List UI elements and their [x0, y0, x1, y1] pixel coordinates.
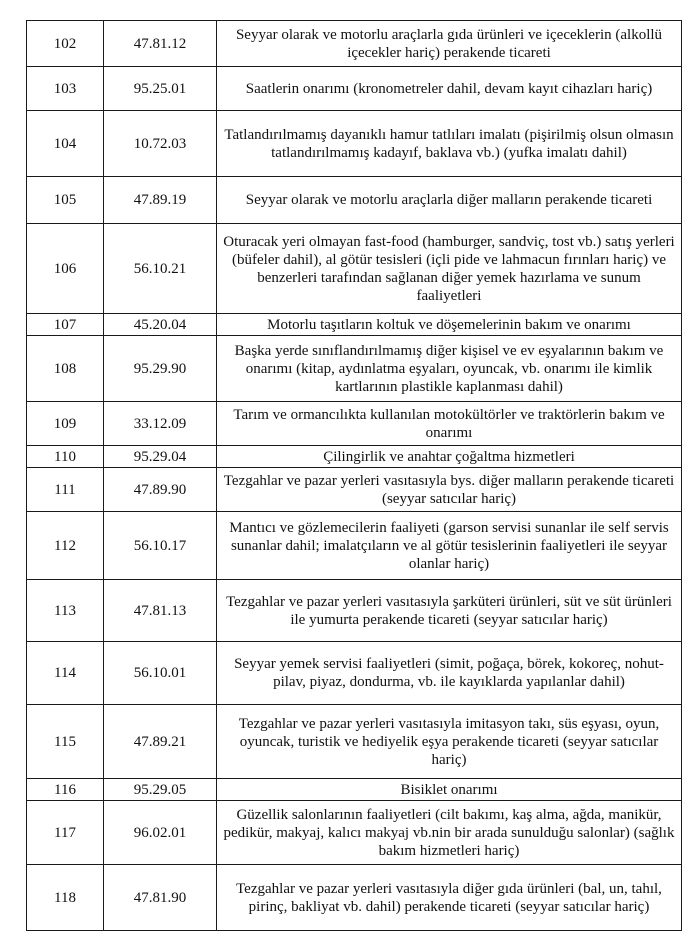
activity-code: 10.72.03 — [104, 111, 217, 177]
table-body — [27, 21, 682, 931]
activity-code-table — [26, 20, 682, 931]
table-row — [27, 336, 682, 402]
table-row — [27, 779, 682, 801]
activity-code: 56.10.21 — [104, 224, 217, 314]
row-number: 110 — [27, 446, 104, 468]
activity-code: 47.81.12 — [104, 21, 217, 67]
activity-code: 45.20.04 — [104, 314, 217, 336]
activity-description: Seyyar olarak ve motorlu araçlarla diğer malların perakende ticareti — [217, 177, 682, 224]
table-row — [27, 865, 682, 931]
row-number: 113 — [27, 580, 104, 642]
document-page — [26, 20, 682, 931]
table-row — [27, 446, 682, 468]
activity-description: Çilingirlik ve anahtar çoğaltma hizmetleri — [217, 446, 682, 468]
table-row — [27, 21, 682, 67]
activity-code: 33.12.09 — [104, 402, 217, 446]
activity-description: Başka yerde sınıflandırılmamış diğer kişisel ve ev eşyalarının bakım ve onarımı (kitap, aydınlatma eşyaları, oyuncak, vb. onarımı ile kimlik kartlarının plastikle kaplanması dahil) — [217, 336, 682, 402]
activity-code: 47.89.19 — [104, 177, 217, 224]
activity-code: 56.10.17 — [104, 512, 217, 580]
activity-description: Tezgahlar ve pazar yerleri vasıtasıyla imitasyon takı, süs eşyası, oyun, oyuncak, turistik ve hediyelik eşya perakende ticareti (seyyar satıcılar hariç) — [217, 705, 682, 779]
activity-description: Güzellik salonlarının faaliyetleri (cilt bakımı, kaş alma, ağda, manikür, pedikür, makyaj, kalıcı makyaj vb.nin bir arada sunulduğu salonlar) (sağlık bakım hizmetleri hariç) — [217, 801, 682, 865]
row-number: 107 — [27, 314, 104, 336]
row-number: 109 — [27, 402, 104, 446]
row-number: 103 — [27, 67, 104, 111]
row-number: 105 — [27, 177, 104, 224]
row-number: 106 — [27, 224, 104, 314]
row-number: 112 — [27, 512, 104, 580]
row-number: 108 — [27, 336, 104, 402]
row-number: 111 — [27, 468, 104, 512]
activity-code: 47.81.13 — [104, 580, 217, 642]
activity-code: 95.29.05 — [104, 779, 217, 801]
activity-code: 95.29.04 — [104, 446, 217, 468]
row-number: 118 — [27, 865, 104, 931]
row-number: 104 — [27, 111, 104, 177]
table-row — [27, 111, 682, 177]
row-number: 115 — [27, 705, 104, 779]
activity-code: 95.29.90 — [104, 336, 217, 402]
activity-code: 95.25.01 — [104, 67, 217, 111]
activity-code: 56.10.01 — [104, 642, 217, 705]
activity-description: Seyyar olarak ve motorlu araçlarla gıda ürünleri ve içeceklerin (alkollü içecekler hariç) perakende ticareti — [217, 21, 682, 67]
activity-description: Motorlu taşıtların koltuk ve döşemelerinin bakım ve onarımı — [217, 314, 682, 336]
table-row — [27, 177, 682, 224]
activity-description: Mantıcı ve gözlemecilerin faaliyeti (garson servisi sunanlar ile self servis sunanlar dahil; imalatçıların ve al götür tesislerinin faaliyetleri ile seyyar olanlar hariç) — [217, 512, 682, 580]
activity-code: 47.89.90 — [104, 468, 217, 512]
activity-code: 47.81.90 — [104, 865, 217, 931]
table-row — [27, 801, 682, 865]
activity-description: Tezgahlar ve pazar yerleri vasıtasıyla diğer gıda ürünleri (bal, un, tahıl, pirinç, bakliyat vb. dahil) perakende ticareti (seyyar satıcılar hariç) — [217, 865, 682, 931]
table-row — [27, 468, 682, 512]
table-row — [27, 224, 682, 314]
activity-description: Seyyar yemek servisi faaliyetleri (simit, poğaça, börek, kokoreç, nohut-pilav, piyaz, dondurma, vb. ile kayıklarda yapılanlar dahil) — [217, 642, 682, 705]
activity-description: Bisiklet onarımı — [217, 779, 682, 801]
table-row — [27, 512, 682, 580]
table-row — [27, 580, 682, 642]
table-row — [27, 705, 682, 779]
activity-code: 47.89.21 — [104, 705, 217, 779]
activity-description: Saatlerin onarımı (kronometreler dahil, devam kayıt cihazları hariç) — [217, 67, 682, 111]
activity-description: Tarım ve ormancılıkta kullanılan motokültörler ve traktörlerin bakım ve onarımı — [217, 402, 682, 446]
activity-description: Tatlandırılmamış dayanıklı hamur tatlıları imalatı (pişirilmiş olsun olmasın tatlandırılmamış kadayıf, baklava vb.) (yufka imalatı dahil) — [217, 111, 682, 177]
row-number: 102 — [27, 21, 104, 67]
table-row — [27, 314, 682, 336]
activity-description: Tezgahlar ve pazar yerleri vasıtasıyla bys. diğer malların perakende ticareti (seyyar satıcılar hariç) — [217, 468, 682, 512]
row-number: 116 — [27, 779, 104, 801]
table-row — [27, 402, 682, 446]
activity-code: 96.02.01 — [104, 801, 217, 865]
row-number: 114 — [27, 642, 104, 705]
table-row — [27, 642, 682, 705]
table-row — [27, 67, 682, 111]
row-number: 117 — [27, 801, 104, 865]
activity-description: Tezgahlar ve pazar yerleri vasıtasıyla şarküteri ürünleri, süt ve süt ürünleri ile yumurta perakende ticareti (seyyar satıcılar hariç) — [217, 580, 682, 642]
activity-description: Oturacak yeri olmayan fast-food (hamburger, sandviç, tost vb.) satış yerleri (büfeler dahil), al götür tesisleri (içli pide ve lahmacun fırınları hariç) ve benzerleri tarafından sağlanan diğer yemek hazırlama ve sunum faaliyetleri — [217, 224, 682, 314]
